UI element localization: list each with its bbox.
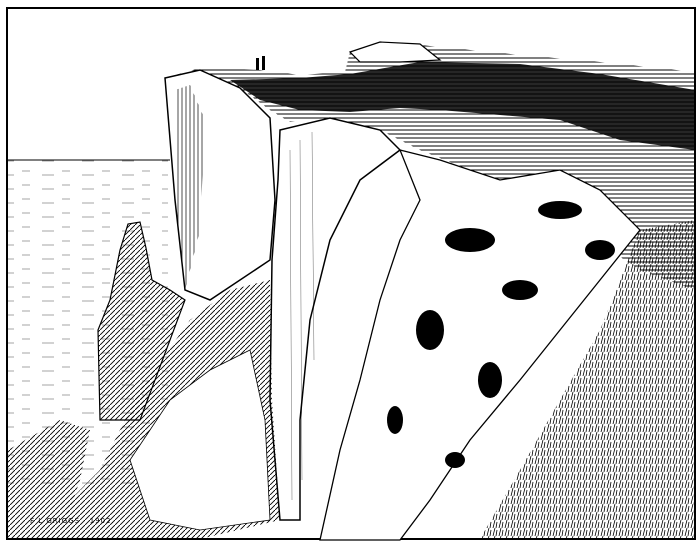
artist-signature: F L GRIGGS · 1902. — [30, 517, 115, 525]
